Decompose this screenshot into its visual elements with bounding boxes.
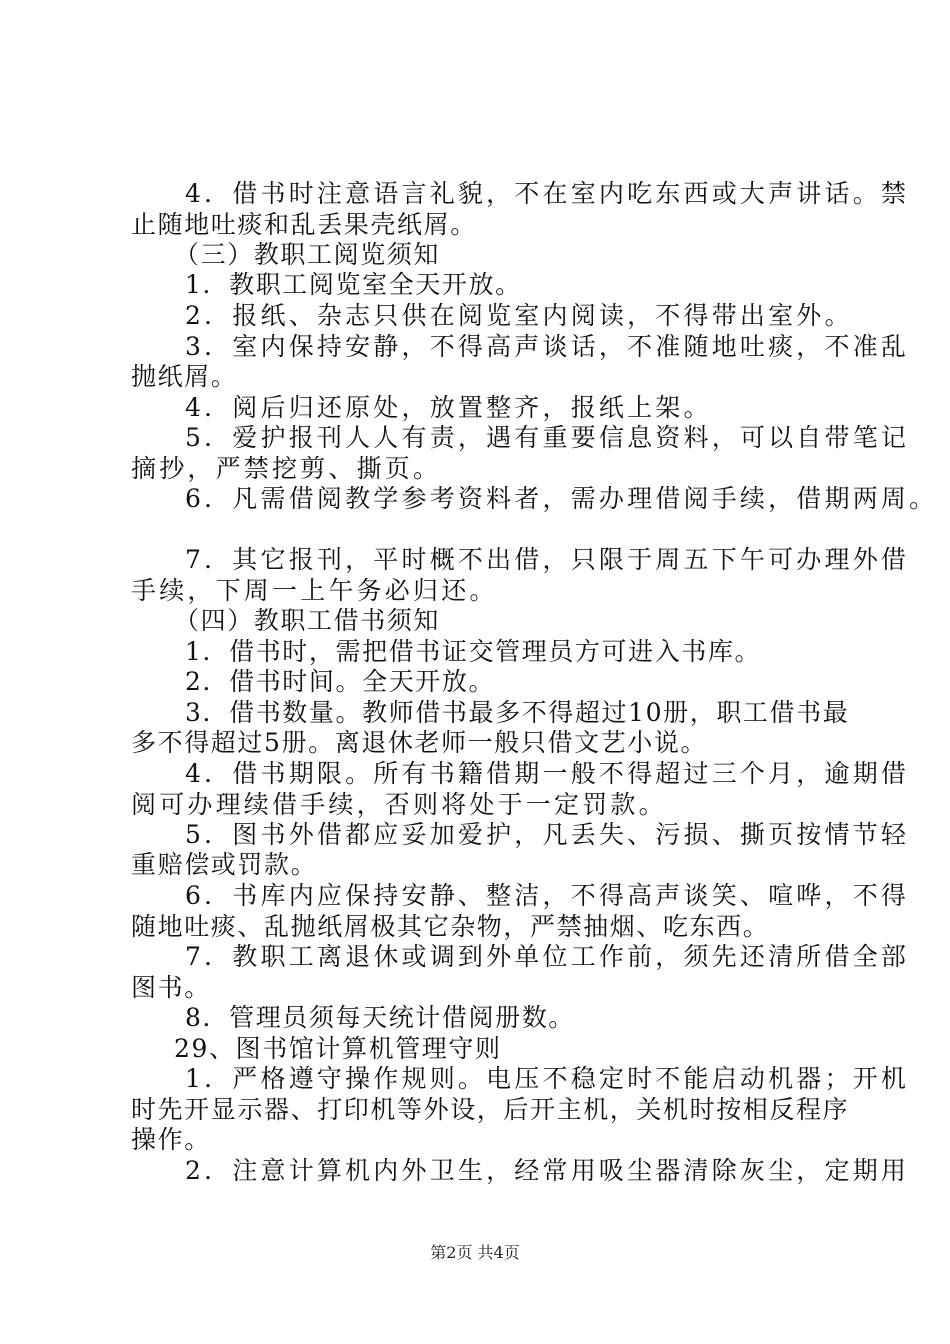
text-line: 5．图书外借都应妥加爱护，凡丢失、污损、撕页按情节轻 [185,820,910,849]
text-line: 阅可办理续借手续，否则将处于一定罚款。 [131,790,667,819]
text-line: 操作。 [131,1125,211,1154]
text-line: 3．室内保持安静，不得高声谈话，不准随地吐痰，不准乱 [185,332,910,361]
text-line: 多不得超过5册。离退休老师一般只借文艺小说。 [131,728,708,757]
page-footer [0,1242,950,1264]
text-line: 抛纸屑。 [131,362,238,391]
text-line: 6．书库内应保持安静、整洁，不得高声谈笑、喧哗，不得 [185,881,910,910]
text-line: 7．其它报刊，平时概不出借，只限于周五下午可办理外借 [185,545,910,574]
text-line: 6．凡需借阅教学参考资料者，需办理借阅手续，借期两周。 [185,484,938,513]
text-line: 2．报纸、杂志只供在阅览室内阅读，不得带出室外。 [185,301,853,330]
text-line: 重赔偿或罚款。 [131,850,318,879]
text-line: 8．管理员须每天统计借阅册数。 [185,1003,575,1032]
text-line: 5．爱护报刊人人有责，遇有重要信息资料，可以自带笔记 [185,423,910,452]
text-line: 4．借书期限。所有书籍借期一般不得超过三个月，逾期借 [185,759,910,788]
section-heading: （三）教职工阅览须知 [174,240,441,269]
text-line: 随地吐痰、乱抛纸屑极其它杂物，严禁抽烟、吃东西。 [131,912,770,941]
text-line: 7．教职工离退休或调到外单位工作前，须先还清所借全部 [185,942,910,971]
text-line: 3．借书数量。教师借书最多不得超过10册，职工借书最 [185,698,850,727]
text-line: 止随地吐痰和乱丢果壳纸屑。 [131,210,477,239]
text-line: 手续，下周一上午务必归还。 [131,576,498,605]
text-line: 时先开显示器、打印机等外设，后开主机，关机时按相反程序 [131,1095,850,1124]
text-line: 1．严格遵守操作规则。电压不稳定时不能启动机器；开机 [185,1064,910,1093]
text-line: 2．借书时间。全天开放。 [185,667,496,696]
text-line: 1．教职工阅览室全天开放。 [185,270,522,299]
section-heading: （四）教职工借书须知 [174,606,441,635]
text-line: 摘抄，严禁挖剪、撕页。 [131,454,442,483]
text-line: 4．借书时注意语言礼貌，不在室内吃东西或大声讲话。禁 [185,179,910,208]
section-heading: 29、图书馆计算机管理守则 [174,1034,502,1063]
text-line: 2．注意计算机内外卫生，经常用吸尘器清除灰尘，定期用 [185,1156,910,1185]
text-line: 1．借书时，需把借书证交管理员方可进入书库。 [185,637,762,666]
text-line: 4．阅后归还原处，放置整齐，报纸上架。 [185,393,712,422]
text-line: 图书。 [131,973,211,1002]
page-number: 第2页 共4页 [430,1243,520,1262]
